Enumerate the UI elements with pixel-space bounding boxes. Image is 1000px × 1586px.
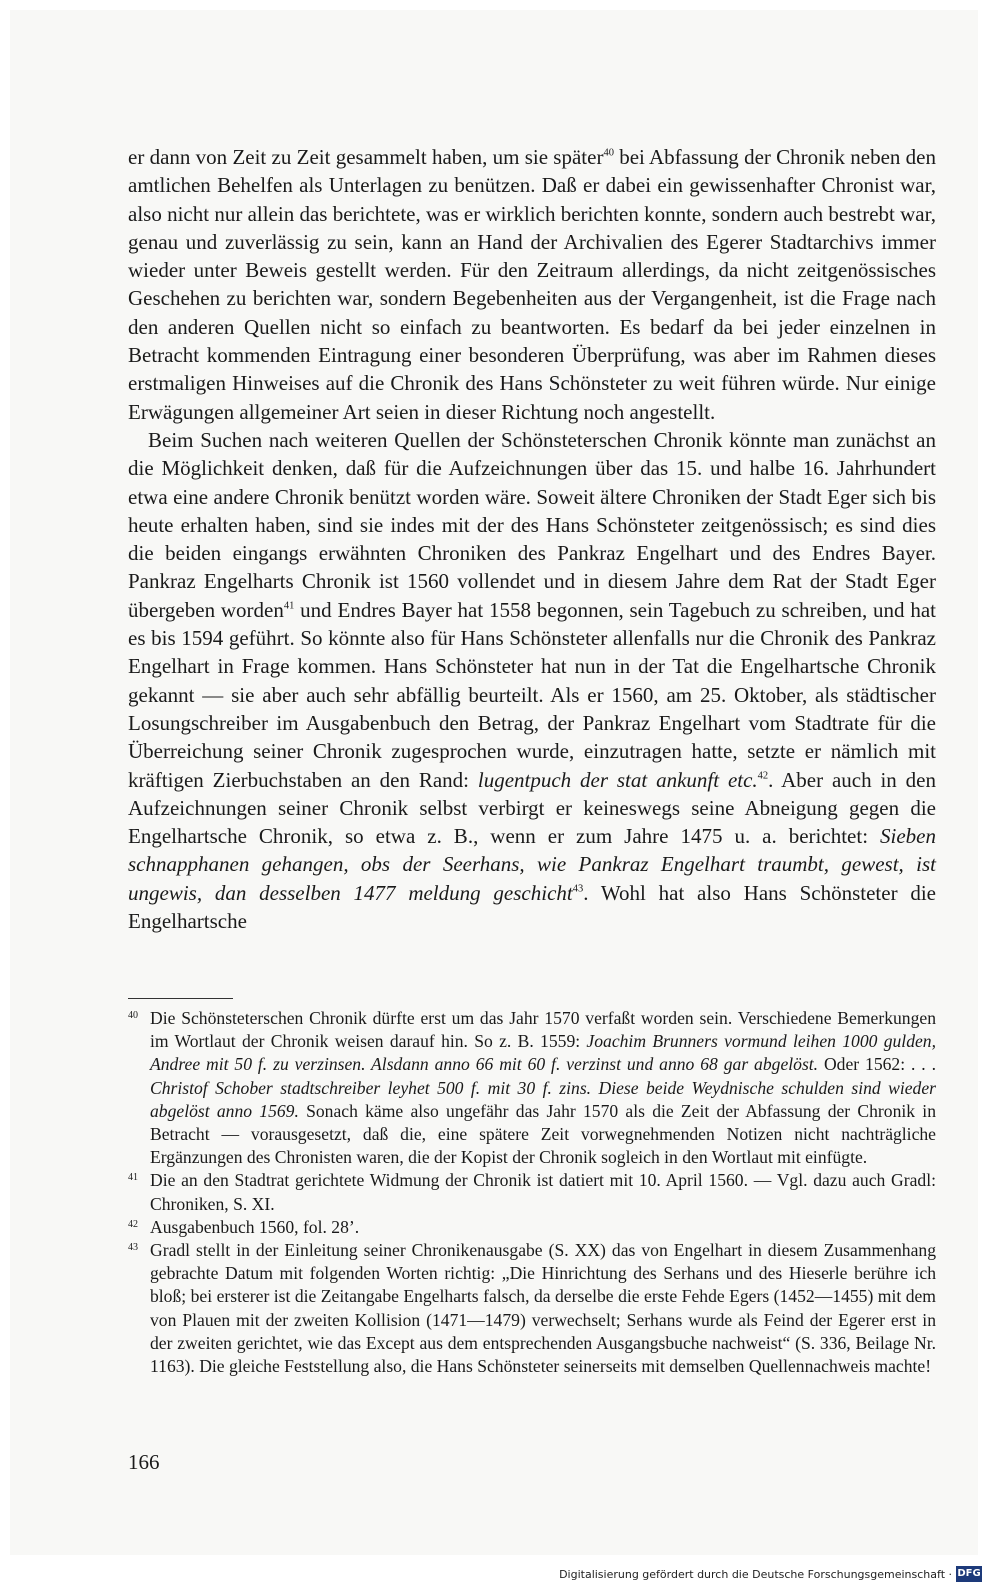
text-run: Die an den Stadtrat gerichtete Widmung der Chronik ist datiert mit 10. April 1560. — Vgl. dazu auch Gradl: Chroniken, S. XI. [150,1170,936,1214]
footnote-ref: 42 [757,770,769,782]
text-run: und Endres Bayer hat 1558 begonnen, sein Tagebuch zu schreiben, und hat es bis 1594 geführt. So könnte also für Hans Schönsteter allenfalls nur die Chronik des Pankraz Engelhart in Frage kommen. Hans Schönsteter hat nun in der Tat die Engelhartsche Chronik gekannt — sie aber auch sehr abfällig beurteilt. Als er 1560, am 25. Oktober, als städtischer Losungschreiber im Ausgabenbuch den Betrag, der Pankraz Engelhart vom Stadtrate für die Überreichung seiner Chronik zugesprochen wurde, einzutragen hatte, setzte er nämlich mit kräftigen Zierbuchstaben an den Rand: [128,597,937,792]
scanned-page [10,10,978,1555]
footnote-divider [128,998,233,999]
footnote-ref: 43 [572,883,584,895]
digitization-footer [0,1558,1000,1586]
funding-credit: Digitalisierung gefördert durch die Deutsche Forschungsgemeinschaft · [559,1568,952,1581]
text-run: Sonach käme also ungefähr das Jahr 1570 als die Zeit der Abfassung der Chronik in Betracht — vorausgesetzt, daß die, eine spätere Zeit vorwegnehmenden Notizen nicht nachträgliche Ergänzungen des Chronisten waren, die der Kopist der Chronik sogleich in den Wortlaut mit einfügte. [150,1100,936,1168]
text-run: Gradl stellt in der Einleitung seiner Chronikenausgabe (S. XX) das von Engelhart in diesem Zusammenhang gebrachte Datum mit folgenden Worten richtig: „Die Hinrichtung des Serhans und des Hieserle berühre ich bloß; bei ersterer ist die Zeitangabe Engelharts falsch, da derselbe die erste Fehde Egers (1452—1455) mit dem von Plauen mit der zweiten Kollision (1471—1479) verwechselt; Serhans wurde als Feind der Egerer erst in der zweiten gerichtet, wie das Except aus dem entsprechenden Ausgangsbuche nachweist“ (S. 336, Beilage Nr. 1163). Die gleiche Feststellung also, die Hans Schönsteter seinerseits mit demselben Quellennachweis machte! [150,1240,936,1377]
footnote-number: 42 [128,1218,138,1230]
body-text [128,143,936,935]
footnote [128,1007,936,1169]
footnote [128,1239,936,1378]
page-number: 166 [128,1450,160,1474]
paragraph [128,426,936,935]
text-run: Die Schönsteterschen Chronik dürfte erst um das Jahr 1570 verfaßt worden sein. Verschiedene Bemerkungen im Wortlaut der Chronik weisen darauf hin. So z. B. 1559: [150,1008,936,1052]
paragraph [128,143,936,426]
text-run: Beim Suchen nach weiteren Quellen der Schönsteterschen Chronik könnte man zunächst an die Möglichkeit denken, daß für die Aufzeichnungen über das 15. und halbe 16. Jahrhundert etwa eine andere Chronik benützt worden wäre. Soweit ältere Chroniken der Stadt Eger sich bis heute erhalten haben, sind sie indes mit der des Hans Schönsteter zeitgenössisch; es sind dies die beiden eingangs erwähnten Chroniken des Pankraz Engelhart und des Endres Bayer. Pankraz Engelharts Chronik ist 1560 vollendet und in diesem Jahre dem Rat der Stadt Eger übergeben worden [128,427,936,622]
footnote [128,1169,936,1215]
footnote-ref: 40 [603,147,614,159]
footnote [128,1216,936,1239]
italic-quote: Sieben schnapphanen gehangen, obs der Seerhans, wie Pankraz Engelhart traumbt, gewest, ist ungewis, dan desselben 1477 meldung geschicht [128,824,936,905]
text-run: bei Abfassung der Chronik neben den amtlichen Behelfen als Unterlagen zu benützen. Daß er dabei ein gewissenhafter Chronist war, also nicht nur allein das berichtete, was er wirklich berichten konnte, sondern auch bestrebt war, genau und zuverlässig zu sein, kann an Hand der Archivalien des Egerer Stadtarchivs immer wieder unter Beweis gestellt werden. Für den Zeitraum allerdings, da nicht zeitgenössisches Geschehen zu berichten war, sondern Begebenheiten aus der Vergangenheit, ist die Frage nach den anderen Quellen nicht so einfach zu beantworten. Es bedarf da bei jeder einzelnen in Betracht kommenden Eintragung einer besonderen Überprüfung, was aber im Rahmen dieses erstmaligen Hinweises auf die Chronik des Hans Schönsteter zu weit führen würde. Nur einige Erwägungen allgemeiner Art seien in dieser Richtung noch angestellt. [128,145,936,424]
italic-quote: Christof Schober stadtschreiber leyhet 500 f. mit 30 f. zins. Diese beide Weydnische schulden sind wieder abgelöst anno 1569. [150,1077,936,1121]
dfg-logo: DFG [956,1566,982,1582]
footnote-number: 41 [128,1172,138,1184]
text-run: Ausgabenbuch 1560, fol. 28’. [150,1216,360,1237]
footnote-ref: 41 [283,600,295,612]
text-run: . Wohl hat also Hans Schönsteter die Engelhartsche [128,880,936,934]
footnote-number: 40 [128,1010,138,1021]
italic-quote: lugentpuch der stat ankunft etc. [477,767,758,792]
text-run: . Aber auch in den Aufzeichnungen seiner Chronik selbst verbirgt er keineswegs seine Abneigung gegen die Engelhartsche Chronik, so etwa z. B., wenn er zum Jahre 1475 u. a. berichtet: [128,767,936,849]
text-run: er dann von Zeit zu Zeit gesammelt haben, um sie später [128,145,604,169]
footnotes [128,1007,936,1378]
italic-quote: Joachim Brunners vormund leihen 1000 gulden, Andree mit 50 f. zu verzinsen. Alsdann anno 66 mit 60 f. verzinst und anno 68 gar abgelöst. [150,1031,936,1075]
footnote-number: 43 [128,1242,138,1254]
text-run: Oder 1562: . . . [818,1054,936,1075]
